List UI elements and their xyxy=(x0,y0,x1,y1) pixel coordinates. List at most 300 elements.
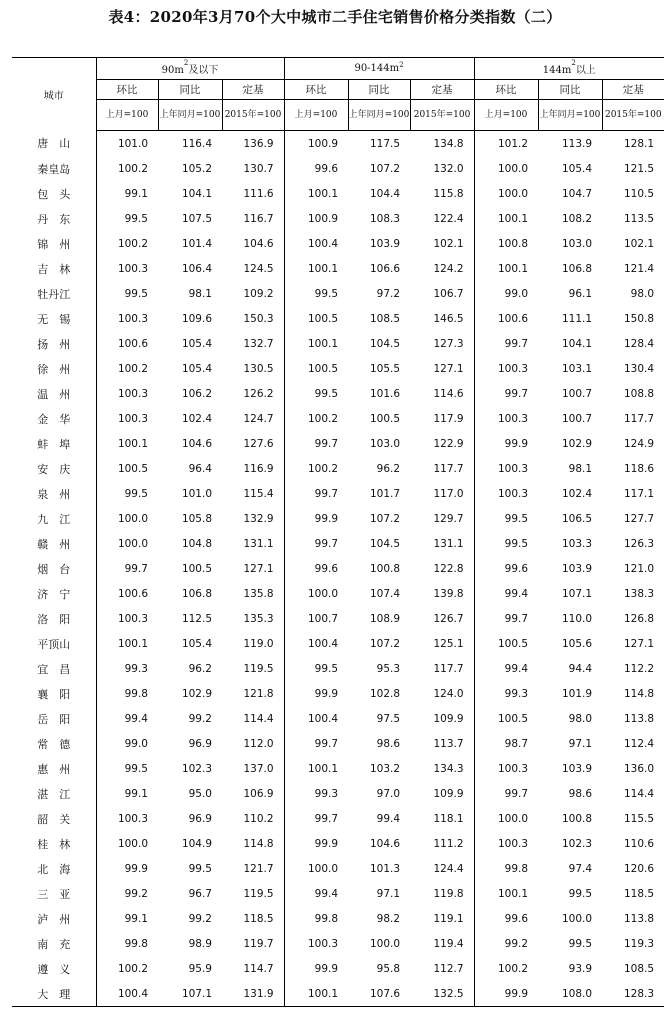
unit-header-yoy: 上年同月=100 xyxy=(538,100,602,131)
index-value-cell: 150.8 xyxy=(623,312,655,325)
city-name-cell: 大 理 xyxy=(12,981,96,1007)
table-row xyxy=(12,281,664,306)
index-value-cell: 99.2 xyxy=(188,712,212,725)
index-value-cell: 99.5 xyxy=(504,537,529,550)
index-value-cell: 130.4 xyxy=(623,362,655,375)
table-row xyxy=(12,556,664,581)
index-value-cell: 104.1 xyxy=(181,187,212,200)
index-value-cell: 100.0 xyxy=(497,162,529,175)
unit-header-base: 2015年=100 xyxy=(602,100,664,131)
index-value-cell: 99.9 xyxy=(504,437,529,450)
index-value-cell: 104.9 xyxy=(181,837,212,850)
index-value-cell: 112.4 xyxy=(623,737,655,750)
index-value-cell: 103.1 xyxy=(561,362,593,375)
index-value-cell: 96.4 xyxy=(188,462,212,475)
index-value-cell: 100.1 xyxy=(307,187,339,200)
index-value-cell: 114.8 xyxy=(623,687,655,700)
index-value-cell: 112.2 xyxy=(623,662,655,675)
index-value-cell: 100.0 xyxy=(307,862,339,875)
index-value-cell: 99.4 xyxy=(124,712,148,725)
index-value-cell: 117.7 xyxy=(410,456,474,481)
index-value-cell: 132.9 xyxy=(222,506,284,531)
city-name-cell: 烟 台 xyxy=(12,556,96,581)
index-value-cell: 98.1 xyxy=(568,462,593,475)
index-value-cell: 101.6 xyxy=(369,387,401,400)
index-value-cell: 132.0 xyxy=(410,156,474,181)
index-value-cell: 100.5 xyxy=(369,412,401,425)
table-row xyxy=(12,756,664,781)
index-value-cell: 100.5 xyxy=(181,562,212,575)
index-value-cell: 98.9 xyxy=(188,937,212,950)
index-value-cell: 100.3 xyxy=(117,312,148,325)
table-row xyxy=(12,981,664,1007)
table-row xyxy=(12,931,664,956)
index-value-cell: 106.8 xyxy=(181,587,212,600)
index-value-cell: 99.5 xyxy=(568,937,593,950)
index-value-cell: 99.9 xyxy=(474,981,538,1007)
index-value-cell: 97.0 xyxy=(376,787,401,800)
city-name-cell: 赣 州 xyxy=(12,531,96,556)
index-value-cell: 131.1 xyxy=(222,531,284,556)
index-value-cell: 128.4 xyxy=(623,337,655,350)
index-value-cell: 97.1 xyxy=(376,887,401,900)
city-name-cell: 金 华 xyxy=(12,406,96,431)
index-value-cell: 99.9 xyxy=(314,962,339,975)
index-value-cell: 107.2 xyxy=(369,162,401,175)
index-value-cell: 105.8 xyxy=(181,512,212,525)
index-value-cell: 132.5 xyxy=(410,981,474,1007)
index-value-cell: 134.8 xyxy=(410,131,474,157)
index-value-cell: 97.4 xyxy=(568,862,593,875)
index-value-cell: 96.2 xyxy=(376,462,401,475)
index-value-cell: 121.5 xyxy=(623,162,655,175)
table-row xyxy=(12,181,664,206)
index-value-cell: 100.3 xyxy=(117,262,148,275)
index-value-cell: 136.9 xyxy=(222,131,284,157)
index-value-cell: 95.0 xyxy=(188,787,212,800)
index-value-cell: 101.7 xyxy=(369,487,401,500)
table-row xyxy=(12,631,664,656)
index-value-cell: 95.8 xyxy=(376,962,401,975)
index-value-cell: 100.0 xyxy=(497,187,529,200)
index-value-cell: 100.7 xyxy=(307,612,339,625)
table-row xyxy=(12,706,664,731)
index-value-cell: 102.3 xyxy=(561,837,593,850)
city-name-cell: 泉 州 xyxy=(12,481,96,506)
index-value-cell: 129.7 xyxy=(410,506,474,531)
group-header-small: $90m^2$及以下 xyxy=(96,58,284,80)
index-value-cell: 99.6 xyxy=(504,562,529,575)
index-value-cell: 110.5 xyxy=(623,187,655,200)
table-row xyxy=(12,431,664,456)
index-value-cell: 115.8 xyxy=(410,181,474,206)
index-value-cell: 122.9 xyxy=(410,431,474,456)
table-row xyxy=(12,306,664,331)
index-value-cell: 100.3 xyxy=(117,387,148,400)
index-value-cell: 118.5 xyxy=(623,887,655,900)
index-value-cell: 99.5 xyxy=(568,887,593,900)
index-value-cell: 115.5 xyxy=(623,812,655,825)
index-value-cell: 100.0 xyxy=(561,912,593,925)
index-value-cell: 121.8 xyxy=(222,681,284,706)
index-value-cell: 102.3 xyxy=(181,762,212,775)
index-value-cell: 116.4 xyxy=(181,137,212,150)
group-header-large: $144m^2$以上 xyxy=(474,58,664,80)
index-value-cell: 113.8 xyxy=(623,912,655,925)
header-row-units xyxy=(12,100,664,131)
index-value-cell: 108.8 xyxy=(623,387,655,400)
index-value-cell: 110.6 xyxy=(623,837,655,850)
index-value-cell: 99.0 xyxy=(124,737,148,750)
index-value-cell: 108.5 xyxy=(623,962,655,975)
index-value-cell: 104.8 xyxy=(181,537,212,550)
index-value-cell: 100.0 xyxy=(117,537,148,550)
index-value-cell: 101.2 xyxy=(497,137,529,150)
index-value-cell: 126.2 xyxy=(222,381,284,406)
table-row xyxy=(12,356,664,381)
index-value-cell: 100.1 xyxy=(117,637,148,650)
index-value-cell: 108.2 xyxy=(561,212,593,225)
index-value-cell: 100.7 xyxy=(561,387,593,400)
table-row xyxy=(12,681,664,706)
index-value-cell: 100.1 xyxy=(307,262,339,275)
index-value-cell: 100.0 xyxy=(307,587,339,600)
index-value-cell: 135.8 xyxy=(222,581,284,606)
index-value-cell: 100.3 xyxy=(117,412,148,425)
index-value-cell: 127.6 xyxy=(222,431,284,456)
index-value-cell: 98.6 xyxy=(376,737,401,750)
index-value-cell: 110.2 xyxy=(222,806,284,831)
index-value-cell: 102.1 xyxy=(410,231,474,256)
index-value-cell: 146.5 xyxy=(410,306,474,331)
index-value-cell: 98.0 xyxy=(568,712,593,725)
index-value-cell: 103.2 xyxy=(369,762,401,775)
city-name-cell: 遵 义 xyxy=(12,956,96,981)
table-row xyxy=(12,781,664,806)
index-value-cell: 100.7 xyxy=(561,412,593,425)
metric-header-base: 定基 xyxy=(410,80,474,100)
city-name-cell: 蚌 埠 xyxy=(12,431,96,456)
unit-header-mom: 上月=100 xyxy=(474,100,538,131)
index-value-cell: 101.4 xyxy=(181,237,212,250)
index-value-cell: 150.3 xyxy=(222,306,284,331)
index-value-cell: 103.9 xyxy=(369,237,401,250)
metric-header-mom: 环比 xyxy=(284,80,348,100)
index-value-cell: 127.1 xyxy=(410,356,474,381)
index-value-cell: 119.5 xyxy=(222,881,284,906)
index-value-cell: 119.7 xyxy=(222,931,284,956)
index-value-cell: 121.7 xyxy=(222,856,284,881)
table-row xyxy=(12,456,664,481)
index-value-cell: 104.5 xyxy=(369,337,401,350)
index-value-cell: 100.5 xyxy=(117,462,148,475)
index-value-cell: 121.0 xyxy=(623,562,655,575)
index-value-cell: 114.4 xyxy=(623,787,655,800)
index-value-cell: 100.8 xyxy=(561,812,593,825)
index-value-cell: 100.0 xyxy=(369,937,401,950)
city-name-cell: 秦皇岛 xyxy=(12,156,96,181)
index-value-cell: 124.7 xyxy=(222,406,284,431)
index-value-cell: 118.6 xyxy=(623,462,655,475)
index-value-cell: 100.9 xyxy=(307,137,339,150)
index-value-cell: 109.6 xyxy=(181,312,212,325)
index-value-cell: 99.4 xyxy=(376,812,401,825)
index-value-cell: 94.4 xyxy=(568,662,593,675)
index-value-cell: 100.2 xyxy=(307,412,339,425)
city-name-cell: 湛 江 xyxy=(12,781,96,806)
city-name-cell: 泸 州 xyxy=(12,906,96,931)
city-name-cell: 桂 林 xyxy=(12,831,96,856)
index-value-cell: 99.2 xyxy=(124,887,148,900)
index-value-cell: 99.4 xyxy=(504,662,529,675)
index-value-cell: 105.2 xyxy=(181,162,212,175)
index-value-cell: 99.9 xyxy=(314,512,339,525)
table-row xyxy=(12,531,664,556)
index-value-cell: 120.6 xyxy=(623,862,655,875)
index-value-cell: 130.7 xyxy=(222,156,284,181)
index-value-cell: 99.7 xyxy=(314,537,339,550)
index-value-cell: 107.4 xyxy=(369,587,401,600)
table-row xyxy=(12,256,664,281)
city-name-cell: 牡丹江 xyxy=(12,281,96,306)
metric-header-mom: 环比 xyxy=(96,80,158,100)
index-value-cell: 107.1 xyxy=(561,587,593,600)
index-value-cell: 131.1 xyxy=(410,531,474,556)
index-value-cell: 96.9 xyxy=(188,812,212,825)
index-value-cell: 130.5 xyxy=(222,356,284,381)
index-value-cell: 128.1 xyxy=(623,137,655,150)
index-value-cell: 99.7 xyxy=(314,812,339,825)
index-value-cell: 104.5 xyxy=(369,537,401,550)
city-name-cell: 徐 州 xyxy=(12,356,96,381)
index-value-cell: 106.8 xyxy=(561,262,593,275)
index-value-cell: 104.6 xyxy=(369,837,401,850)
index-value-cell: 99.4 xyxy=(314,887,339,900)
index-value-cell: 100.4 xyxy=(307,237,339,250)
index-value-cell: 99.2 xyxy=(504,937,529,950)
index-value-cell: 106.5 xyxy=(561,512,593,525)
header-row-metrics xyxy=(12,80,664,100)
header-row-groups xyxy=(12,58,664,80)
index-value-cell: 100.3 xyxy=(497,362,529,375)
index-value-cell: 100.3 xyxy=(497,462,529,475)
index-value-cell: 105.4 xyxy=(181,362,212,375)
index-value-cell: 126.3 xyxy=(623,537,655,550)
index-value-cell: 104.7 xyxy=(561,187,593,200)
unit-header-base: 2015年=100 xyxy=(222,100,284,131)
index-value-cell: 101.3 xyxy=(369,862,401,875)
index-value-cell: 99.5 xyxy=(124,212,148,225)
index-value-cell: 100.3 xyxy=(117,612,148,625)
index-value-cell: 100.2 xyxy=(307,462,339,475)
index-value-cell: 107.5 xyxy=(181,212,212,225)
index-value-cell: 109.2 xyxy=(222,281,284,306)
city-column-header: 城市 xyxy=(12,58,96,131)
index-value-cell: 100.8 xyxy=(497,237,529,250)
index-value-cell: 99.7 xyxy=(504,387,529,400)
index-value-cell: 98.2 xyxy=(376,912,401,925)
index-value-cell: 99.0 xyxy=(504,287,529,300)
index-value-cell: 127.7 xyxy=(623,512,655,525)
table-row xyxy=(12,806,664,831)
index-value-cell: 100.8 xyxy=(369,562,401,575)
index-value-cell: 127.1 xyxy=(222,556,284,581)
index-value-cell: 112.5 xyxy=(181,612,212,625)
index-value-cell: 100.4 xyxy=(307,637,339,650)
city-name-cell: 九 江 xyxy=(12,506,96,531)
unit-header-mom: 上月=100 xyxy=(284,100,348,131)
index-value-cell: 122.8 xyxy=(410,556,474,581)
index-value-cell: 96.9 xyxy=(188,737,212,750)
index-value-cell: 101.0 xyxy=(181,487,212,500)
index-value-cell: 99.1 xyxy=(124,787,148,800)
index-value-cell: 106.6 xyxy=(369,262,401,275)
index-value-cell: 126.7 xyxy=(410,606,474,631)
index-value-cell: 103.3 xyxy=(561,537,593,550)
unit-header-base: 2015年=100 xyxy=(410,100,474,131)
table-row xyxy=(12,506,664,531)
index-value-cell: 98.1 xyxy=(188,287,212,300)
city-name-cell: 常 德 xyxy=(12,731,96,756)
index-value-cell: 99.5 xyxy=(504,512,529,525)
index-value-cell: 102.9 xyxy=(181,687,212,700)
group-header-medium: $90-144m^2$ xyxy=(284,58,474,80)
index-value-cell: 99.7 xyxy=(314,487,339,500)
index-value-cell: 100.5 xyxy=(497,637,529,650)
index-value-cell: 112.7 xyxy=(410,956,474,981)
city-name-cell: 宜 昌 xyxy=(12,656,96,681)
index-value-cell: 117.7 xyxy=(410,656,474,681)
index-value-cell: 117.5 xyxy=(369,137,401,150)
index-value-cell: 102.4 xyxy=(181,412,212,425)
index-value-cell: 109.9 xyxy=(410,781,474,806)
index-value-cell: 127.1 xyxy=(623,637,655,650)
index-value-cell: 99.9 xyxy=(314,687,339,700)
index-value-cell: 98.6 xyxy=(568,787,593,800)
index-value-cell: 116.7 xyxy=(222,206,284,231)
index-value-cell: 95.9 xyxy=(188,962,212,975)
index-value-cell: 117.0 xyxy=(410,481,474,506)
index-value-cell: 116.9 xyxy=(222,456,284,481)
index-value-cell: 106.7 xyxy=(410,281,474,306)
table-row xyxy=(12,156,664,181)
index-value-cell: 93.9 xyxy=(568,962,593,975)
index-value-cell: 124.9 xyxy=(623,437,655,450)
index-value-cell: 139.8 xyxy=(410,581,474,606)
table-row xyxy=(12,581,664,606)
index-value-cell: 99.7 xyxy=(314,437,339,450)
index-value-cell: 119.5 xyxy=(222,656,284,681)
index-value-cell: 99.5 xyxy=(314,287,339,300)
index-value-cell: 99.6 xyxy=(504,912,529,925)
index-value-cell: 111.6 xyxy=(222,181,284,206)
index-value-cell: 99.1 xyxy=(124,912,148,925)
index-value-cell: 112.0 xyxy=(222,731,284,756)
index-value-cell: 99.7 xyxy=(504,787,529,800)
index-value-cell: 119.0 xyxy=(222,631,284,656)
metric-header-base: 定基 xyxy=(602,80,664,100)
index-value-cell: 125.1 xyxy=(410,631,474,656)
index-value-cell: 102.8 xyxy=(369,687,401,700)
index-value-cell: 100.2 xyxy=(117,962,148,975)
index-value-cell: 99.4 xyxy=(504,587,529,600)
index-value-cell: 106.2 xyxy=(181,387,212,400)
index-value-cell: 99.9 xyxy=(314,837,339,850)
city-name-cell: 南 充 xyxy=(12,931,96,956)
index-value-cell: 124.0 xyxy=(410,681,474,706)
index-value-cell: 100.2 xyxy=(117,162,148,175)
index-value-cell: 108.3 xyxy=(369,212,401,225)
index-value-cell: 113.9 xyxy=(561,137,593,150)
metric-header-mom: 环比 xyxy=(474,80,538,100)
index-value-cell: 128.3 xyxy=(602,981,664,1007)
metric-header-yoy: 同比 xyxy=(348,80,410,100)
index-value-cell: 104.1 xyxy=(561,337,593,350)
index-value-cell: 100.3 xyxy=(497,762,529,775)
city-name-cell: 北 海 xyxy=(12,856,96,881)
index-value-cell: 124.5 xyxy=(222,256,284,281)
index-value-cell: 109.9 xyxy=(410,706,474,731)
index-value-cell: 134.3 xyxy=(410,756,474,781)
index-value-cell: 102.1 xyxy=(623,237,655,250)
index-value-cell: 100.1 xyxy=(117,437,148,450)
index-value-cell: 99.5 xyxy=(314,662,339,675)
index-value-cell: 103.9 xyxy=(561,762,593,775)
index-value-cell: 117.9 xyxy=(410,406,474,431)
index-value-cell: 104.6 xyxy=(222,231,284,256)
unit-header-mom: 上月=100 xyxy=(96,100,158,131)
city-name-cell: 三 亚 xyxy=(12,881,96,906)
table-row xyxy=(12,906,664,931)
index-value-cell: 107.2 xyxy=(369,512,401,525)
table-row xyxy=(12,956,664,981)
table-title: 表4：2020年3月70个大中城市二手住宅销售价格分类指数（二） xyxy=(108,8,562,26)
index-value-cell: 100.1 xyxy=(284,981,348,1007)
index-value-cell: 100.6 xyxy=(497,312,529,325)
city-name-cell: 唐 山 xyxy=(12,131,96,157)
table-row xyxy=(12,381,664,406)
index-value-cell: 138.3 xyxy=(623,587,655,600)
city-name-cell: 温 州 xyxy=(12,381,96,406)
index-value-cell: 105.5 xyxy=(369,362,401,375)
index-value-cell: 121.4 xyxy=(623,262,655,275)
index-value-cell: 97.1 xyxy=(568,737,593,750)
index-value-cell: 100.3 xyxy=(497,487,529,500)
index-value-cell: 113.8 xyxy=(623,712,655,725)
index-value-cell: 99.7 xyxy=(314,737,339,750)
index-value-cell: 105.4 xyxy=(561,162,593,175)
index-value-cell: 99.3 xyxy=(504,687,529,700)
index-value-cell: 99.2 xyxy=(188,912,212,925)
index-value-cell: 99.5 xyxy=(124,287,148,300)
price-index-table xyxy=(12,57,664,1007)
index-value-cell: 103.9 xyxy=(561,562,593,575)
index-value-cell: 99.3 xyxy=(124,662,148,675)
index-value-cell: 119.8 xyxy=(410,881,474,906)
city-name-cell: 洛 阳 xyxy=(12,606,96,631)
index-value-cell: 111.1 xyxy=(561,312,593,325)
table-row xyxy=(12,831,664,856)
table-row xyxy=(12,856,664,881)
city-name-cell: 襄 阳 xyxy=(12,681,96,706)
index-value-cell: 115.4 xyxy=(222,481,284,506)
index-value-cell: 99.8 xyxy=(124,687,148,700)
city-name-cell: 岳 阳 xyxy=(12,706,96,731)
index-value-cell: 96.7 xyxy=(188,887,212,900)
index-value-cell: 113.5 xyxy=(623,212,655,225)
index-value-cell: 107.6 xyxy=(348,981,410,1007)
index-value-cell: 100.4 xyxy=(307,712,339,725)
